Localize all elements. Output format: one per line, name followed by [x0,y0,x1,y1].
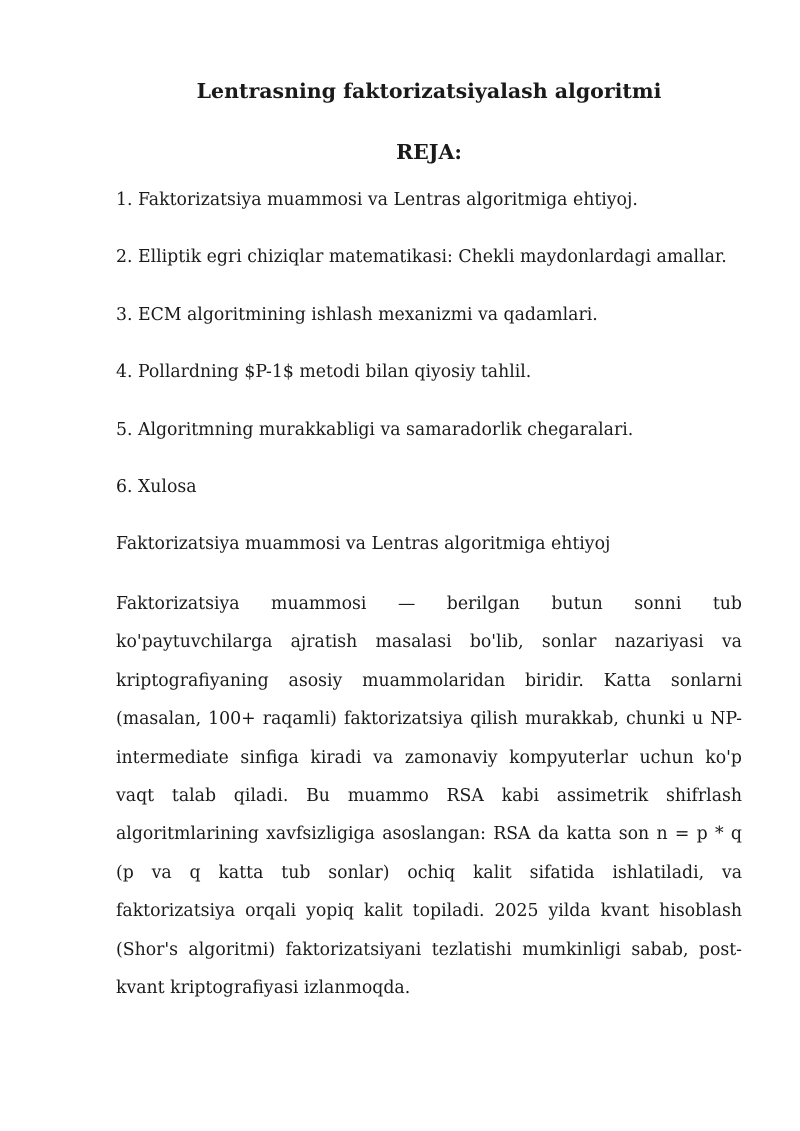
plan-item: 3. ECM algoritmining ishlash mexanizmi va qadamlari. [116,304,598,325]
plan-item: 2. Elliptik egri chiziqlar matematikasi: Chekli maydonlardagi amallar. [116,247,727,268]
plan-item: 4. Pollardning $P-1$ metodi bilan qiyosiy tahlil. [116,362,532,383]
plan-item: 5. Algoritmning murakkabligi va samaradorlik chegaralari. [116,419,634,440]
section-heading: Faktorizatsiya muammosi va Lentras algoritmiga ehtiyoj [116,534,611,554]
plan-heading: REJA: [396,140,462,164]
plan-item: 6. Xulosa [116,476,197,497]
plan-list [116,186,742,530]
plan-item: 1. Faktorizatsiya muammosi va Lentras algoritmiga ehtiyoj. [116,190,638,210]
section-paragraph: Faktorizatsiya muammosi — berilgan butun sonni tub ko'paytuvchilarga ajratish masalasi bo'lib, sonlar nazariyasi va kriptografiyaning asosiy muammolaridan biridir. Katta sonlarni (masalan, 100+ raqamli) faktorizatsiya qilish murakkab, chunki u NP-intermediate sinfiga kiradi va zamonaviy kompyuterlar uchun ko'p vaqt talab qiladi. Bu muammo RSA kabi assimetrik shifrlash algoritmlarining xavfsizligiga asoslangan: RSA da katta son n = p * q (p va q katta tub sonlar) ochiq kalit sifatida ishlatiladi, va faktorizatsiya orqali yopiq kalit topiladi. 2025 yilda kvant hisoblash (Shor's algoritmi) faktorizatsiyani tezlatishi mumkinligi sabab, post-kvant kriptografiyasi izlanmoqda. [116,594,742,999]
document-title: Lentrasning faktorizatsiyalash algoritmi [196,79,662,103]
